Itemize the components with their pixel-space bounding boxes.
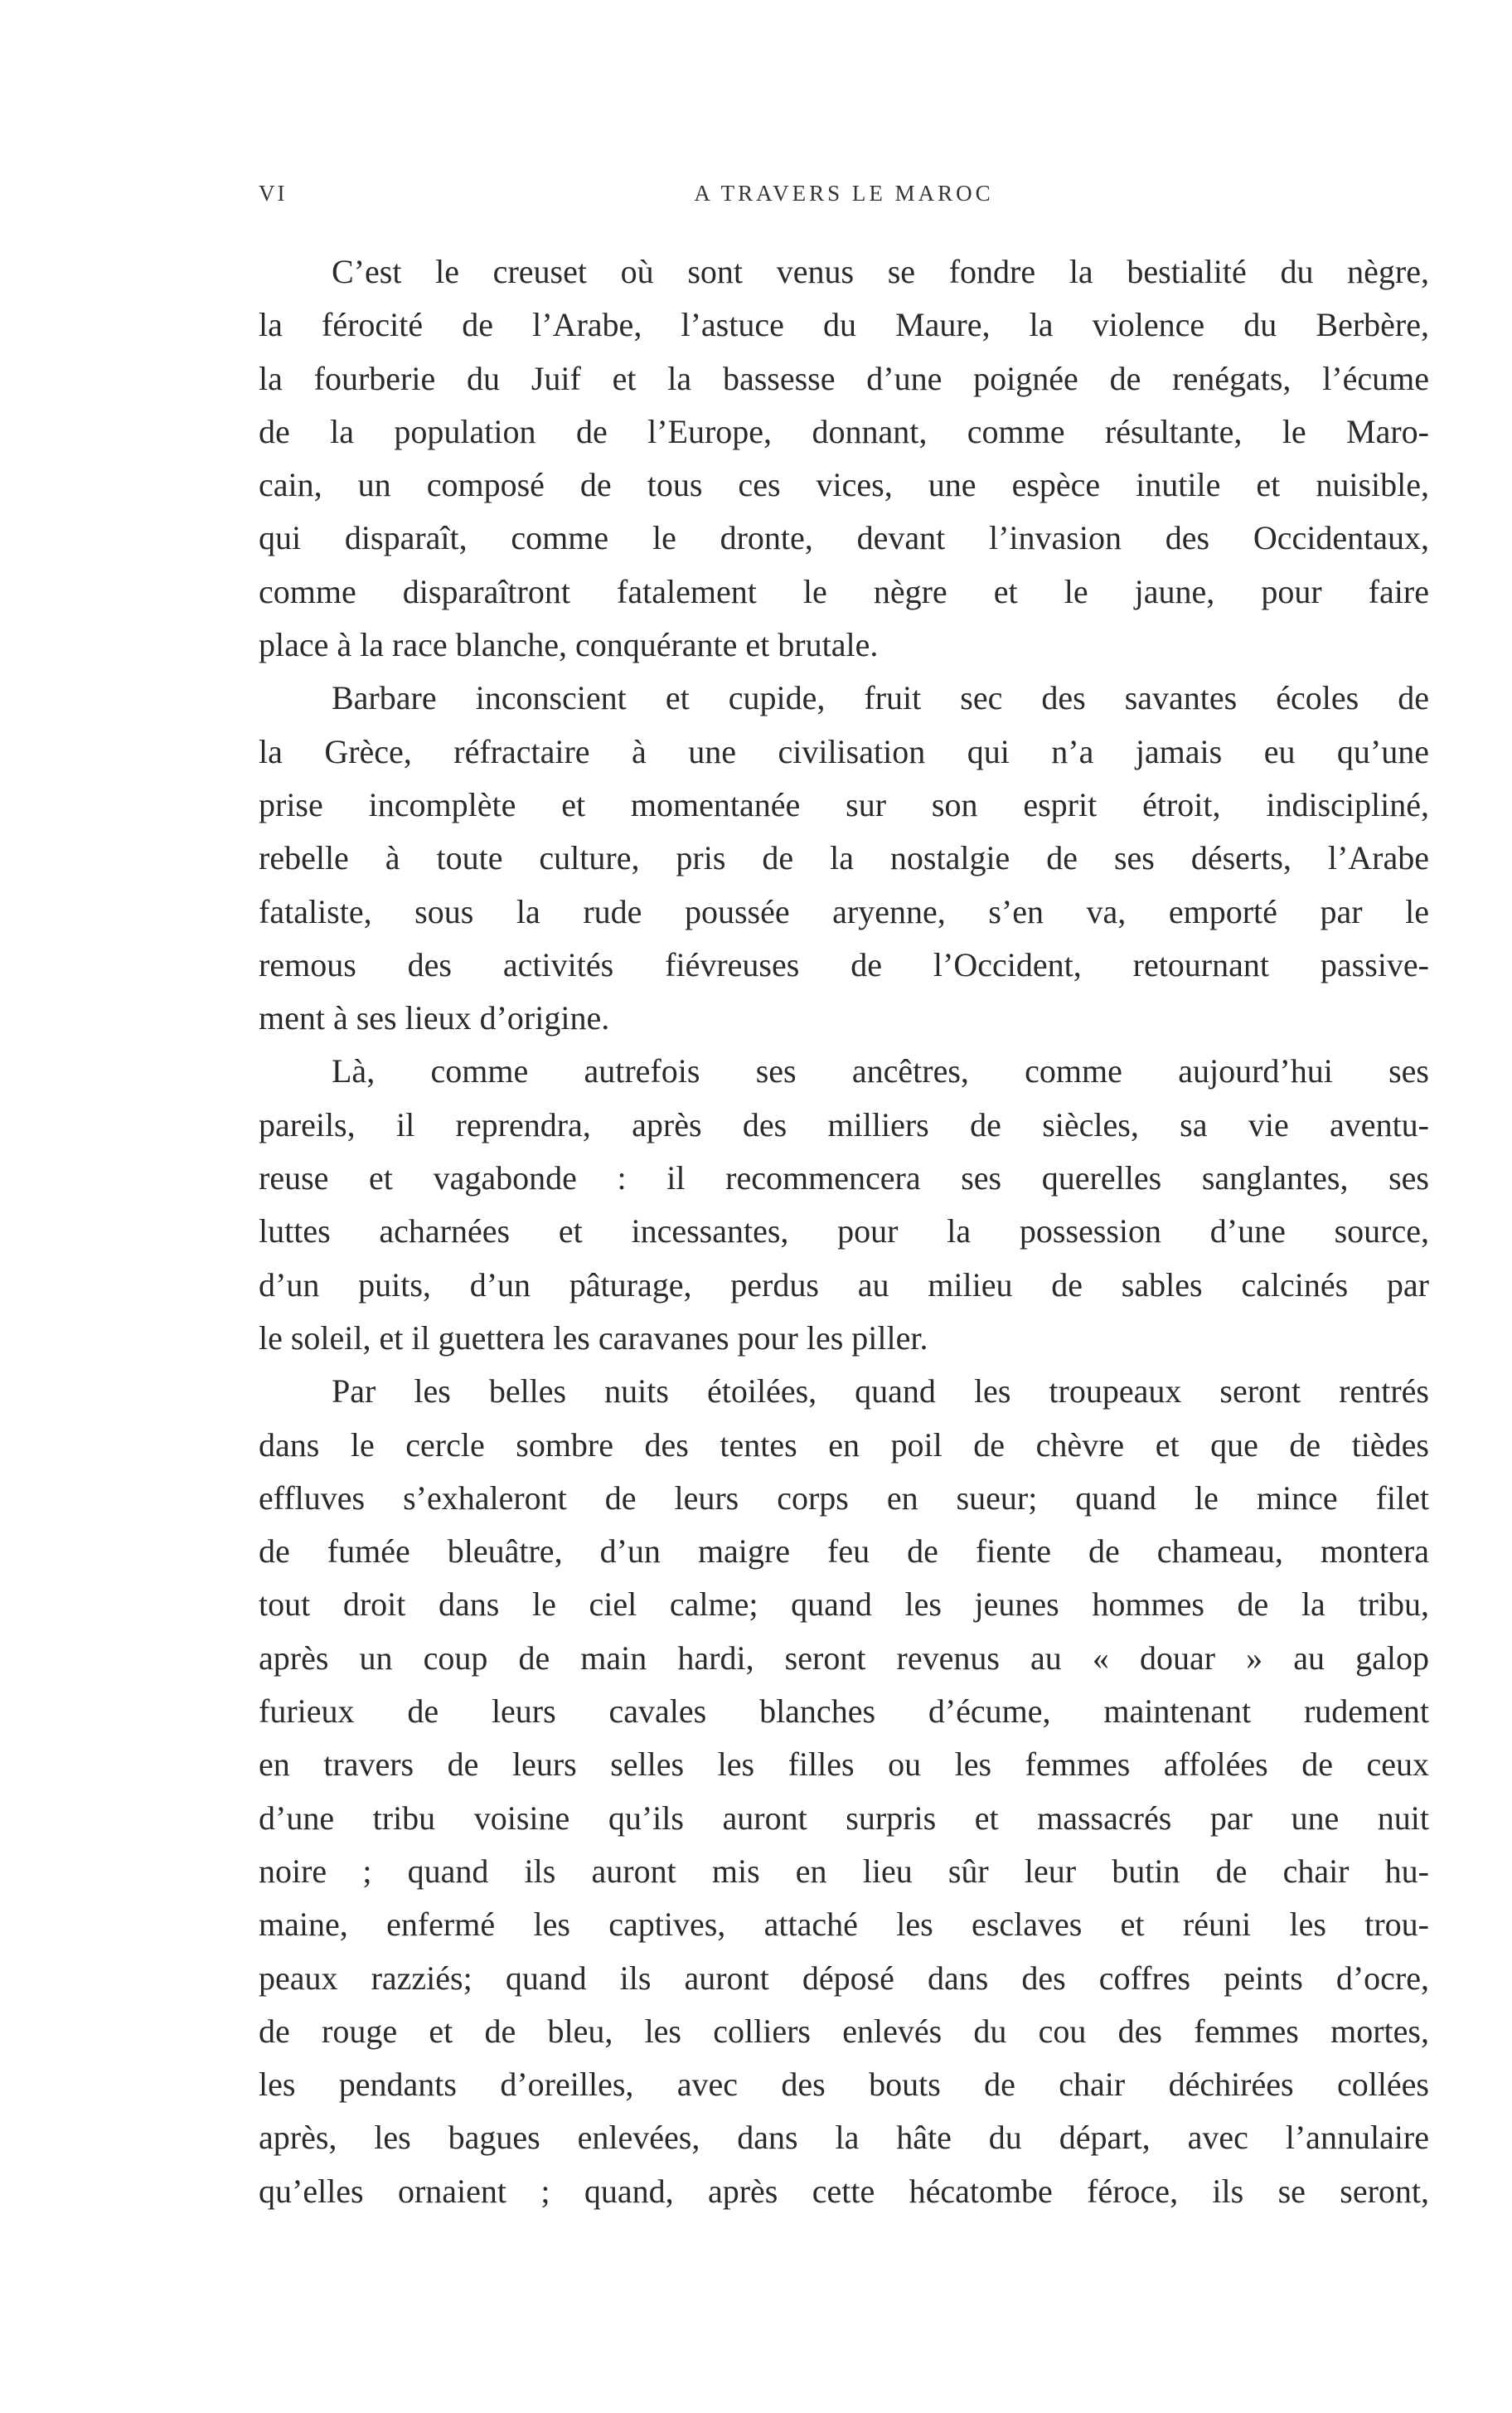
text-line: luttes acharnées et incessantes, pour la possession d’une source, (259, 1212, 1429, 1250)
text-line: en travers de leurs selles les filles ou les femmes affolées de ceux (259, 1745, 1429, 1784)
text-line: effluves s’exhaleront de leurs corps en sueur; quand le mince filet (259, 1478, 1429, 1517)
running-head (259, 181, 1429, 214)
text-line: les pendants d’oreilles, avec des bouts de chair déchirées collées (259, 2066, 1429, 2104)
text-line: pareils, il reprendra, après des milliers de siècles, sa vie aventu- (259, 1105, 1429, 1143)
text-line: d’une tribu voisine qu’ils auront surpris et massacrés par une nuit (259, 1799, 1429, 1837)
text-line: ment à ses lieux d’origine. (259, 999, 610, 1037)
text-line: noire ; quand ils auront mis en lieu sûr leur butin de chair hu- (259, 1852, 1429, 1890)
text-line: place à la race blanche, conquérante et brutale. (259, 626, 879, 664)
text-line: cain, un composé de tous ces vices, une espèce inutile et nuisible, (259, 466, 1429, 504)
text-line: comme disparaîtront fatalement le nègre et le jaune, pour faire (259, 572, 1429, 610)
text-line: après, les bagues enlevées, dans la hâte du départ, avec l’annulaire (259, 2119, 1429, 2157)
text-line: fataliste, sous la rude poussée aryenne, s’en va, emporté par le (259, 892, 1429, 930)
text-line: prise incomplète et momentanée sur son esprit étroit, indiscipliné, (259, 785, 1429, 823)
text-line: tout droit dans le ciel calme; quand les jeunes hommes de la tribu, (259, 1585, 1429, 1624)
text-line: la Grèce, réfractaire à une civilisation qui n’a jamais eu qu’une (259, 732, 1429, 770)
text-line: peaux razziés; quand ils auront déposé dans des coffres peints d’ocre, (259, 1959, 1429, 1997)
text-line: reuse et vagabonde : il recommencera ses querelles sanglantes, ses (259, 1159, 1429, 1197)
text-line: la fourberie du Juif et la bassesse d’une poignée de renégats, l’écume (259, 359, 1429, 397)
text-line: le soleil, et il guettera les caravanes pour les piller. (259, 1318, 928, 1357)
text-line: maine, enfermé les captives, attaché les esclaves et réuni les trou- (259, 1906, 1429, 1944)
running-title: A TRAVERS LE MAROC (694, 181, 994, 206)
text-line: C’est le creuset où sont venus se fondre la bestialité du nègre, (332, 253, 1429, 290)
text-line: qu’elles ornaient ; quand, après cette hécatombe féroce, ils se seront, (259, 2172, 1429, 2210)
text-line: après un coup de main hardi, seront revenus au « douar » au galop (259, 1639, 1429, 1677)
text-line: de la population de l’Europe, donnant, comme résultante, le Maro- (259, 412, 1429, 450)
text-line: rebelle à toute culture, pris de la nostalgie de ses déserts, l’Arabe (259, 839, 1429, 877)
text-line: de rouge et de bleu, les colliers enlevés du cou des femmes mortes, (259, 2012, 1429, 2050)
text-line: d’un puits, d’un pâturage, perdus au milieu de sables calcinés par (259, 1265, 1429, 1304)
text-line: furieux de leurs cavales blanches d’écume, maintenant rudement (259, 1692, 1429, 1731)
text-line: Barbare inconscient et cupide, fruit sec des savantes écoles de (332, 679, 1429, 717)
page-number: VI (259, 181, 288, 206)
text-line: qui disparaît, comme le dronte, devant l’invasion des Occidentaux, (259, 519, 1429, 557)
text-line: dans le cercle sombre des tentes en poil de chèvre et que de tièdes (259, 1425, 1429, 1464)
text-line: Par les belles nuits étoilées, quand les troupeaux seront rentrés (332, 1372, 1429, 1410)
text-line: Là, comme autrefois ses ancêtres, comme aujourd’hui ses (332, 1052, 1429, 1090)
body-text (259, 245, 1429, 2218)
text-line: remous des activités fiévreuses de l’Occident, retournant passive- (259, 945, 1429, 983)
text-line: de fumée bleuâtre, d’un maigre feu de fiente de chameau, montera (259, 1532, 1429, 1571)
text-line: la férocité de l’Arabe, l’astuce du Maure, la violence du Berbère, (259, 306, 1429, 344)
